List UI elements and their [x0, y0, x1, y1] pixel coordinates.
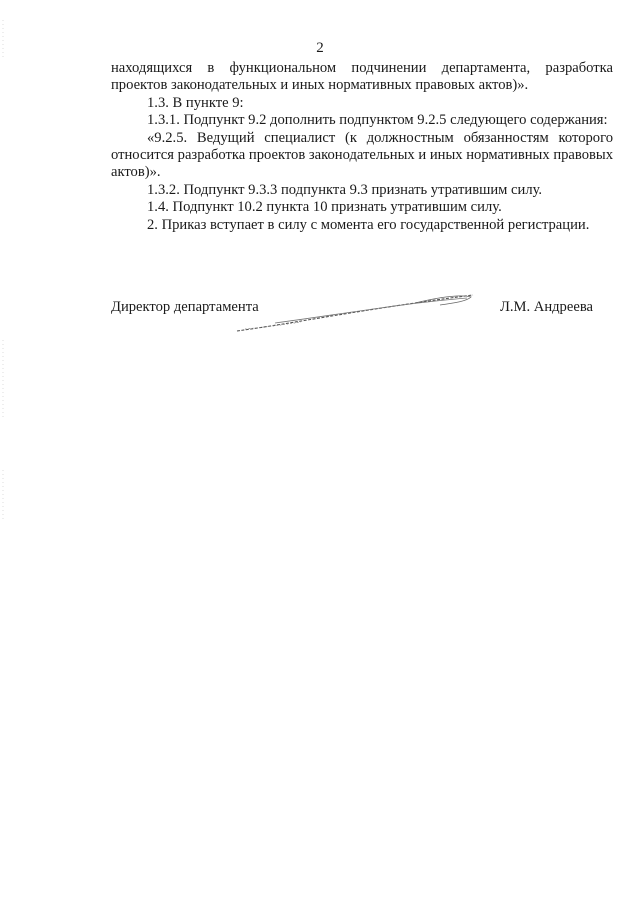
paragraph-item-1-4: 1.4. Подпункт 10.2 пункта 10 признать утратившим силу. [147, 199, 502, 216]
handwritten-signature-icon [235, 285, 485, 335]
page-number: 2 [316, 40, 324, 56]
signatory-title: Директор департамента [111, 299, 259, 315]
paragraph-continuation: находящихся в функциональном подчинении департамента, разработка проектов законодательных и иных нормативных правовых актов)». [111, 60, 613, 94]
paragraph-item-1-3-2: 1.3.2. Подпункт 9.3.3 подпункта 9.3 признать утратившим силу. [147, 181, 543, 198]
paragraph-item-2: 2. Приказ вступает в силу с момента его государственной регистрации. [147, 216, 590, 233]
scan-edge-marks [0, 0, 8, 905]
paragraph-item-9-2-5: «9.2.5. Ведущий специалист (к должностным обязанностям которого относится разработка проектов законодательных и иных нормативных правовых актов)». [111, 129, 613, 181]
paragraph-item-1-3: 1.3. В пункте 9: [147, 94, 244, 111]
paragraph-item-1-3-1: 1.3.1. Подпункт 9.2 дополнить подпунктом 9.2.5 следующего содержания: [147, 112, 608, 129]
document-body [111, 60, 613, 234]
signatory-name: Л.М. Андреева [499, 299, 593, 315]
